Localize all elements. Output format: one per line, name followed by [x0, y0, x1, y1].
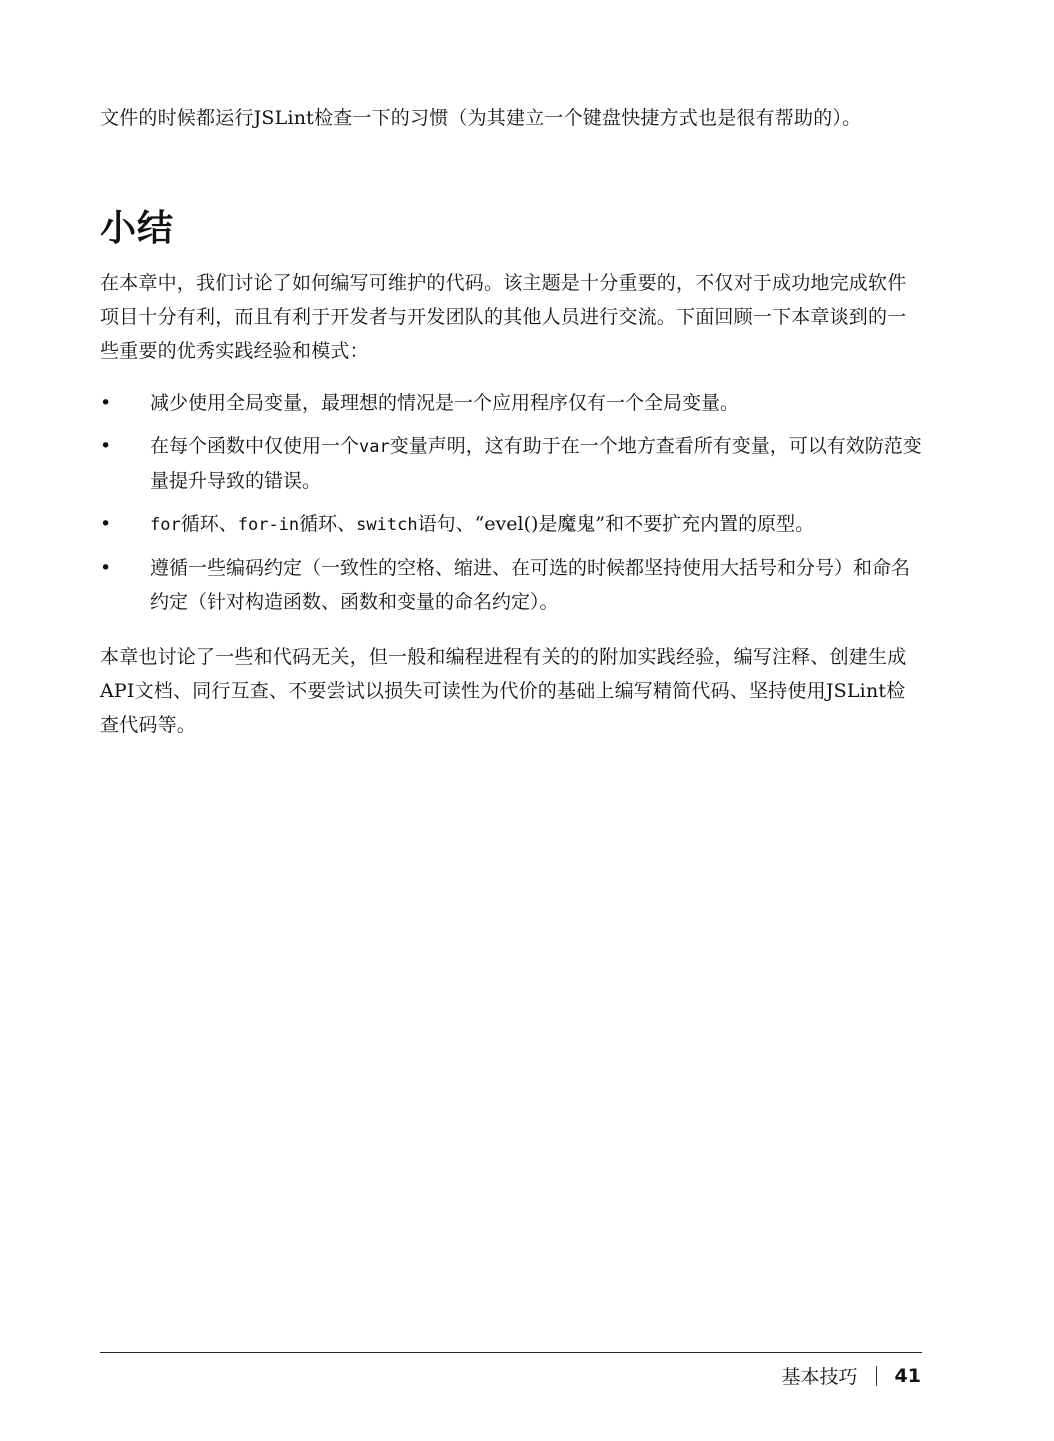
code-var: var: [359, 437, 390, 457]
list-item: [100, 551, 922, 619]
page-number: 41: [894, 1364, 921, 1387]
best-practices-list: [100, 386, 922, 628]
closing-paragraph: 本章也讨论了一些和代码无关，但一般和编程进程有关的的附加实践经验，编写注释、创建生成API文档、同行互查、不要尝试以损失可读性为代价的基础上编写精简代码、坚持使用JSLint检查代码等。: [100, 646, 907, 736]
list-item-text: 在每个函数中仅使用一个: [150, 435, 360, 457]
list-item: [100, 386, 922, 420]
code-for-in: for-in: [237, 515, 300, 535]
code-for: for: [150, 515, 181, 535]
list-item-text: 语句、“evel()是魔鬼”和不要扩充内置的原型。: [417, 513, 815, 535]
bullet-icon: •: [100, 557, 112, 579]
bullet-icon: •: [100, 392, 112, 414]
code-switch: switch: [356, 515, 418, 535]
section-heading: 小结: [100, 208, 175, 249]
list-item: [100, 507, 922, 542]
bullet-icon: •: [100, 513, 112, 535]
page-footer: [782, 1362, 921, 1389]
list-item: [100, 429, 922, 498]
list-item-text: 循环、: [299, 513, 357, 535]
list-item-text: 遵循一些编码约定（一致性的空格、缩进、在可选的时候都坚持使用大括号和分号）和命名约定（针对构造函数、函数和变量的命名约定）。: [150, 557, 911, 613]
bullet-icon: •: [100, 435, 112, 457]
list-item-text: 循环、: [180, 513, 238, 535]
intro-paragraph: 文件的时候都运行JSLint检查一下的习惯（为其建立一个键盘快捷方式也是很有帮助的）。: [100, 107, 862, 129]
summary-paragraph: 在本章中，我们讨论了如何编写可维护的代码。该主题是十分重要的，不仅对于成功地完成软件项目十分有利，而且有利于开发者与开发团队的其他人员进行交流。下面回顾一下本章谈到的一些重要的优秀实践经验和模式：: [100, 272, 907, 362]
footer-divider: [100, 1352, 922, 1353]
list-item-text: 减少使用全局变量，最理想的情况是一个应用程序仅有一个全局变量。: [150, 392, 740, 414]
chapter-name: 基本技巧: [781, 1366, 858, 1388]
list-item-text: 变量声明，这有助于在一个地方查看所有变量，可以有效防范变量提升导致的错误。: [150, 435, 922, 492]
footer-separator: [876, 1366, 877, 1386]
